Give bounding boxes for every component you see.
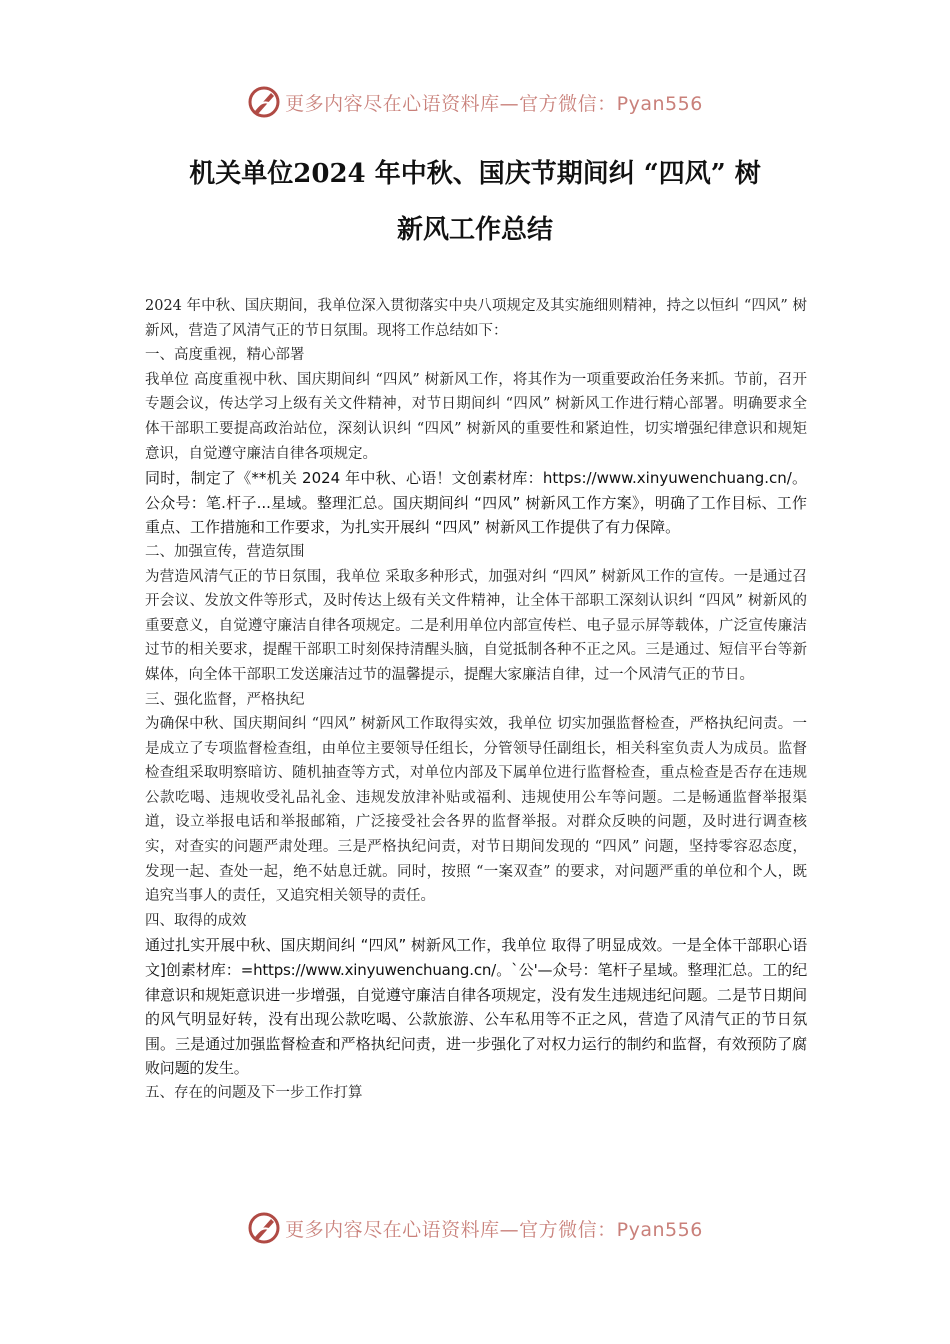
header-watermark: [0, 82, 950, 122]
document-body: [145, 294, 807, 1106]
section-heading-4: 四、取得的成效: [145, 912, 247, 929]
section-1-paragraph: 我单位 高度重视中秋、国庆期间纠 “四风” 树新风工作，将其作为一项重要政治任务来抓。节前，召开专题会议，传达学习上级有关文件精神，对节日期间纠 “四风” 树新风工作进行精心部署。明确要求全体干部职工要提高政治站位，深刻认识纠 “四风” 树新风的重要性和紧迫性，切实增强纪律意识和规矩意识，自觉遵守廉洁自律各项规定。: [145, 371, 807, 462]
section-2-paragraph: 为营造风清气正的节日氛围，我单位 采取多种形式，加强对纠 “四风” 树新风工作的宣传。一是通过召开会议、发放文件等形式，及时传达上级有关文件精神，让全体干部职工深刻认识纠 “四风” 树新风的重要意义，自觉遵守廉洁自律各项规定。二是利用单位内部宣传栏、电子显示屏等载体，广泛宣传廉洁过节的相关要求，提醒干部职工时刻保持清醒头脑，自觉抵制各种不正之风。三是通过、短信平台等新媒体，向全体干部职工发送廉洁过节的温馨提示，提醒大家廉洁自律，过一个风清气正的节日。: [145, 568, 807, 683]
section-heading-3: 三、强化监督，严格执纪: [145, 691, 305, 708]
section-heading-2: 二、加强宣传，营造氛围: [145, 543, 305, 560]
logo-icon: [247, 1211, 281, 1245]
title-line-2: 新风工作总结: [396, 215, 553, 245]
document-title: [100, 146, 850, 258]
section-3-paragraph: 为确保中秋、国庆期间纠 “四风” 树新风工作取得实效，我单位 切实加强监督检查，严格执纪问责。一是成立了专项监督检查组，由单位主要领导任组长，分管领导任副组长，相关科室负责人为成员。监督检查组采取明察暗访、随机抽查等方式，对单位内部及下属单位进行监督检查，重点检查是否存在违规公款吃喝、违规收受礼品礼金、违规发放津补贴或福利、违规使用公车等问题。二是畅通监督举报渠道，设立举报电话和举报邮箱，广泛接受社会各界的监督举报。对群众反映的问题，及时进行调查核实，对查实的问题严肃处理。三是严格执纪问责，对节日期间发现的 “四风” 问题，坚持零容忍态度，发现一起、查处一起，绝不姑息迁就。同时，按照 “一案双查” 的要求，对问题严重的单位和个人，既追究当事人的责任，又追究相关领导的责任。: [145, 716, 807, 905]
intro-paragraph: 2024 年中秋、国庆期间，我单位深入贯彻落实中央八项规定及其实施细则精神，持之以恒纠 “四风” 树新风，营造了风清气正的节日氛围。现将工作总结如下：: [145, 298, 807, 339]
section-1-plan-paragraph: 同时，制定了《**机关 2024 年中秋、心语！文创素材库：https://www.xinyuwenchuang.cn/。公众号：笔.杆子...星域。整理汇总。国庆期间纠 “四风” 树新风工作方案》，明确了工作目标、工作重点、工作措施和工作要求，为扎实开展纠 “四风” 树新风工作提供了有力保障。: [145, 469, 807, 537]
section-heading-1: 一、高度重视，精心部署: [145, 347, 305, 364]
section-heading-5: 五、存在的问题及下一步工作打算: [145, 1085, 363, 1101]
logo-icon: [247, 85, 281, 119]
footer-watermark: [0, 1208, 950, 1248]
section-4-paragraph: 通过扎实开展中秋、国庆期间纠 “四风” 树新风工作，我单位 取得了明显成效。一是全体干部职心语文]创素材库：=https://www.xinyuwenchuang.cn/。`公'—众号：笔杆子星域。整理汇总。工的纪律意识和规矩意识进一步增强，自觉遵守廉洁自律各项规定，没有发生违规违纪问题。二是节日期间的风气明显好转，没有出现公款吃喝、公款旅游、公车私用等不正之风，营造了风清气正的节日氛围。三是通过加强监督检查和严格执纪问责，进一步强化了对权力运行的制约和监督，有效预防了腐败问题的发生。: [145, 936, 807, 1078]
watermark-text: 更多内容尽在心语资料库—官方微信：Pyan556: [285, 92, 703, 115]
watermark-text: 更多内容尽在心语资料库—官方微信：Pyan556: [285, 1218, 703, 1241]
title-line-1: 机关单位2024 年中秋、国庆节期间纠 “四风” 树: [189, 159, 761, 189]
